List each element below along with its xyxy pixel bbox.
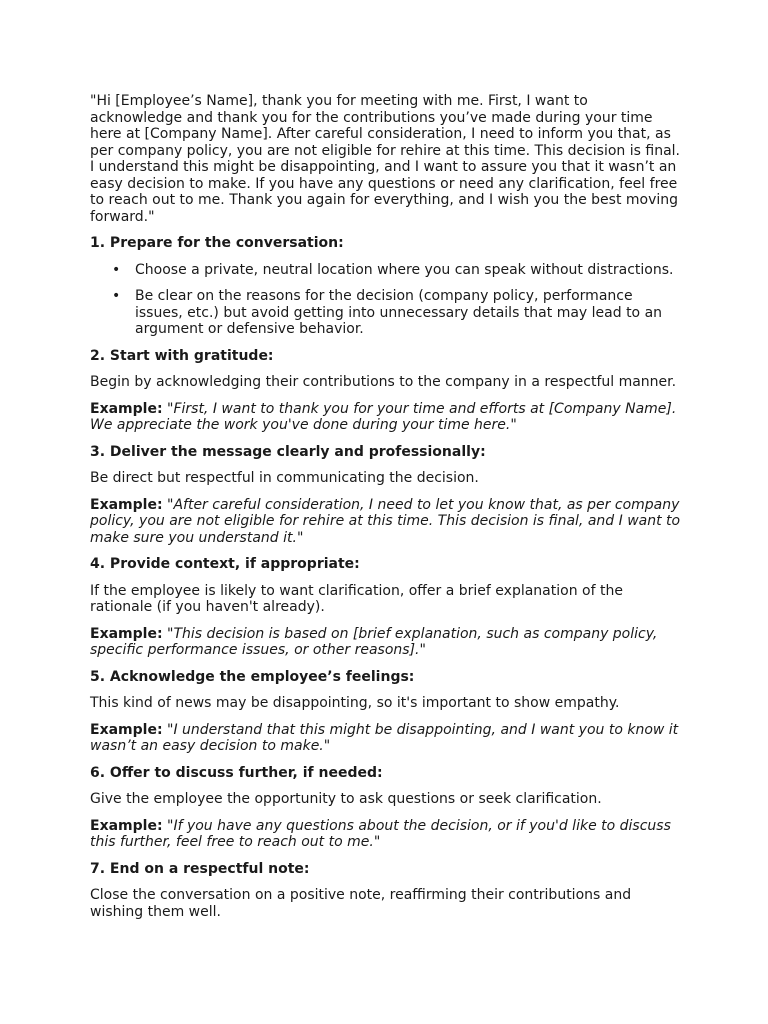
section-2-body: Begin by acknowledging their contributions to the company in a respectful manner.	[90, 374, 677, 390]
quote-open: "	[167, 721, 174, 738]
section-5-body: This kind of news may be disappointing, so it's important to show empathy.	[90, 695, 620, 711]
section-1-heading: 1. Prepare for the conversation:	[90, 235, 344, 251]
section-7-body: Close the conversation on a positive note, reaffirming their contributions and wishing them well.	[90, 887, 632, 920]
list-item	[112, 288, 682, 338]
intro-script: "Hi [Employee’s Name], thank you for meeting with me. First, I want to acknowledge and thank you for the contributions you’ve made during your time here at [Company Name]. After careful consideration, I need to inform you that, as per company policy, you are not eligible for rehire at this time. This decision is final. I understand this might be disappointing, and I want to assure you that it wasn’t an easy decision to make. If you have any questions or need any clarification, feel free to reach out to me. Thank you again for everything, and I wish you the best moving forward."	[90, 93, 680, 225]
example-label: Example:	[90, 400, 163, 417]
section-5-example	[90, 722, 682, 755]
quote-close: "	[510, 417, 517, 433]
list-item-text: Choose a private, neutral location where you can speak without distractions.	[135, 261, 674, 278]
section-7-heading: 7. End on a respectful note:	[90, 860, 310, 877]
quote-open: "	[167, 817, 174, 834]
section-6-example	[90, 818, 682, 851]
example-label: Example:	[90, 721, 163, 738]
list-item	[112, 261, 682, 279]
example-label: Example:	[90, 496, 163, 513]
quote-open: "	[167, 400, 174, 417]
document-page	[90, 93, 682, 930]
list-item-text: Be clear on the reasons for the decision (company policy, performance issues, etc.) but avoid getting into unnecessary details that may lead to an argument or defensive behavior.	[135, 288, 663, 337]
quote-close: "	[373, 834, 381, 850]
quote-close: "	[323, 738, 331, 754]
bullet-icon: •	[112, 261, 121, 278]
quote-open: "	[167, 496, 174, 513]
example-label: Example:	[90, 817, 163, 834]
section-4-example	[90, 626, 682, 659]
example-text: If you have any questions about the decision, or if you'd like to discuss this further, feel free to reach out to me.	[90, 817, 671, 850]
example-text: This decision is based on [brief explanation, such as company policy, specific performance issues, or other reasons].	[90, 625, 658, 658]
section-2-heading: 2. Start with gratitude:	[90, 347, 274, 364]
section-1-bullet-list	[90, 262, 682, 338]
bullet-icon: •	[112, 288, 121, 304]
example-label: Example:	[90, 625, 163, 642]
quote-close: "	[296, 529, 304, 546]
section-6-heading: 6. Offer to discuss further, if needed:	[90, 764, 383, 781]
quote-open: "	[167, 625, 174, 642]
section-3-example	[90, 497, 682, 547]
example-text: After careful consideration, I need to let you know that, as per company policy, you are not eligible for rehire at this time. This decision is final, and I want to make sure you understand it.	[90, 496, 681, 546]
section-4-body: If the employee is likely to want clarification, offer a brief explanation of the rationale (if you haven't already).	[90, 582, 623, 615]
section-2-example	[90, 401, 682, 434]
section-3-body: Be direct but respectful in communicating the decision.	[90, 470, 479, 486]
section-3-heading: 3. Deliver the message clearly and professionally:	[90, 443, 486, 460]
section-4-heading: 4. Provide context, if appropriate:	[90, 556, 360, 572]
section-5-heading: 5. Acknowledge the employee’s feelings:	[90, 668, 415, 685]
example-text: I understand that this might be disappointing, and I want you to know it wasn’t an easy decision to make.	[90, 721, 679, 754]
quote-close: "	[419, 642, 426, 658]
section-6-body: Give the employee the opportunity to ask questions or seek clarification.	[90, 791, 602, 807]
example-text: First, I want to thank you for your time and efforts at [Company Name]. We appreciate the work you've done during your time here.	[90, 400, 677, 433]
